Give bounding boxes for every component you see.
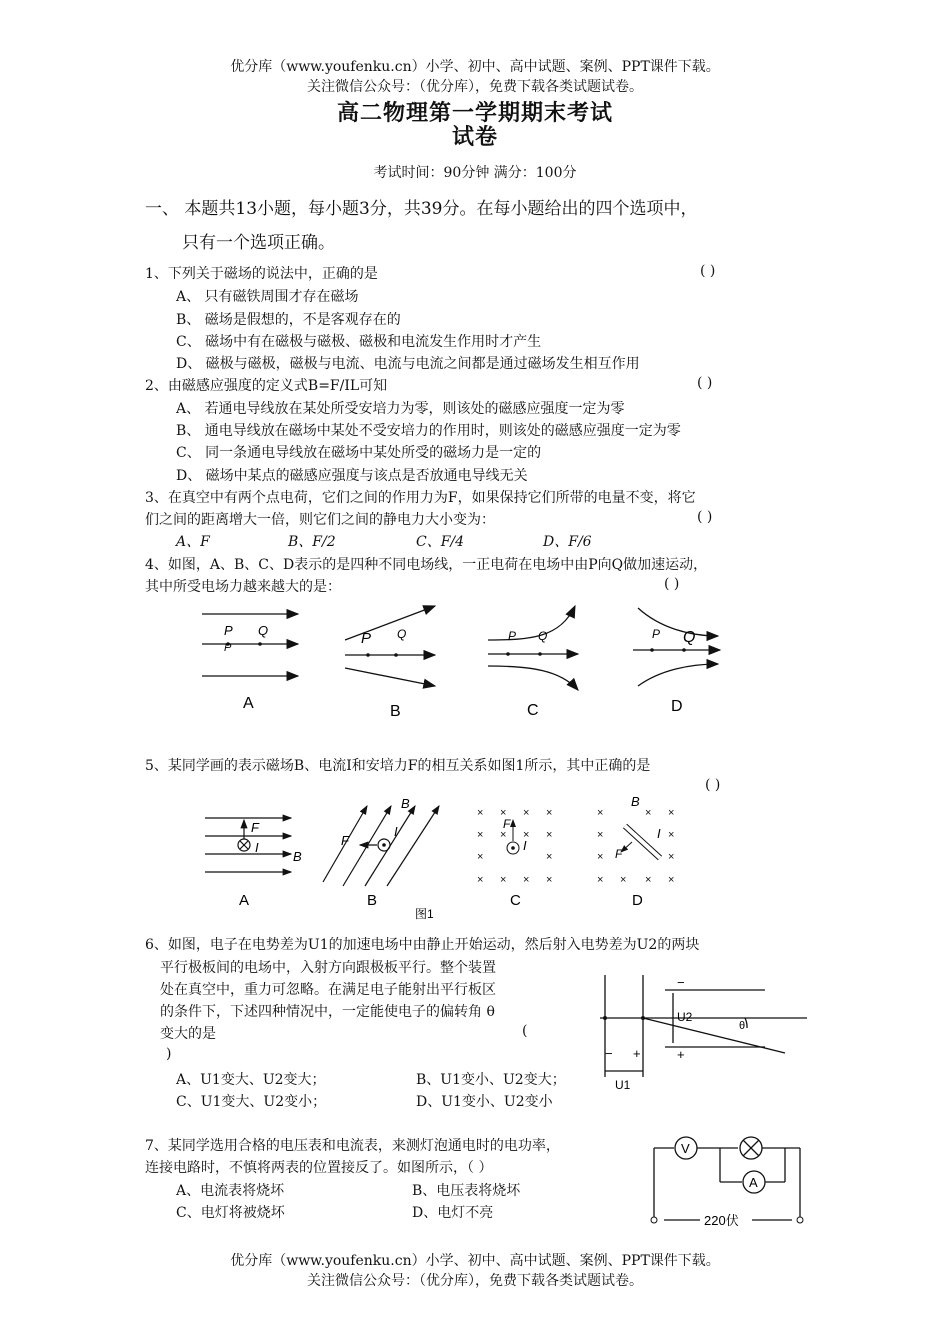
q4-b-p-label: P bbox=[361, 630, 372, 647]
svg-text:×: × bbox=[523, 807, 530, 819]
q6-bottom-plate-sign: + bbox=[677, 1047, 685, 1062]
q3-stem-line-1: 3、在真空中有两个点电荷，它们之间的作用力为F，如果保持它们所带的电量不变，将它 bbox=[145, 490, 696, 506]
q6-electron-deflection-figure bbox=[595, 965, 815, 1095]
q5-a-f-label: F bbox=[251, 820, 259, 835]
svg-text:×: × bbox=[500, 829, 507, 841]
q7-option-a: A、电流表将烧坏 bbox=[176, 1183, 285, 1199]
svg-text:×: × bbox=[546, 874, 553, 886]
q5-b-f-label: F bbox=[341, 833, 349, 848]
q5-a-b-label: B bbox=[293, 849, 302, 864]
header-line-2: 关注微信公众号：（优分库），免费下载各类试题试卷。 bbox=[307, 79, 643, 95]
q4-field-lines-figure bbox=[190, 598, 750, 728]
q5-d-f-label: F bbox=[615, 847, 623, 861]
q4-answer-blank: ( ) bbox=[664, 576, 680, 592]
svg-text:×: × bbox=[477, 851, 484, 863]
svg-text:×: × bbox=[597, 807, 604, 819]
q7-stem-line-1: 7、某同学选用合格的电压表和电流表，来测灯泡通电时的电功率， bbox=[145, 1138, 560, 1154]
q7-voltage-label: 220伏 bbox=[704, 1213, 739, 1228]
q5-diagram-c bbox=[477, 807, 552, 886]
q7-option-d: D、电灯不亮 bbox=[412, 1205, 494, 1221]
q6-top-plate-sign: − bbox=[677, 975, 685, 990]
q3-stem-line-2: 们之间的距离增大一倍，则它们之间的静电力大小变为： bbox=[145, 512, 495, 528]
q5-b-b-label: B bbox=[401, 796, 410, 811]
q4-a-p-label: P bbox=[224, 623, 233, 638]
q7-option-b: B、电压表将烧坏 bbox=[412, 1183, 521, 1199]
svg-text:×: × bbox=[546, 829, 553, 841]
svg-text:×: × bbox=[620, 874, 627, 886]
svg-text:×: × bbox=[477, 829, 484, 841]
q2-option-a: A、 若通电导线放在某处所受安培力为零，则该处的磁感应强度一定为零 bbox=[176, 401, 625, 417]
q1-stem: 1、下列关于磁场的说法中，正确的是 bbox=[145, 266, 378, 282]
svg-text:×: × bbox=[477, 874, 484, 886]
q6-theta-label: θ bbox=[739, 1020, 746, 1032]
q2-option-d: D、 磁场中某点的磁感应强度与该点是否放通电导线无关 bbox=[176, 468, 528, 484]
q1-option-b: B、 磁场是假想的，不是客观存在的 bbox=[176, 312, 401, 328]
q5-b-i-label: I bbox=[394, 824, 398, 839]
svg-text:×: × bbox=[597, 851, 604, 863]
q4-stem-line-2: 其中所受电场力越来越大的是： bbox=[145, 579, 341, 595]
svg-text:×: × bbox=[645, 807, 652, 819]
svg-text:×: × bbox=[546, 807, 553, 819]
svg-text:×: × bbox=[523, 829, 530, 841]
svg-text:×: × bbox=[645, 874, 652, 886]
q6-u1-label: U1 bbox=[615, 1078, 631, 1092]
q6-paren-close: ) bbox=[166, 1046, 172, 1062]
q6-option-d: D、U1变小、U2变小 bbox=[416, 1094, 553, 1110]
q4-a-p-label-2: P bbox=[224, 642, 232, 654]
q7-voltmeter-label: V bbox=[681, 1141, 690, 1156]
q2-option-c: C、 同一条通电导线放在磁场中某处所受的磁场力是一定的 bbox=[176, 445, 542, 461]
q5-label-a: A bbox=[239, 892, 250, 909]
q3-option-b: B、F/2 bbox=[288, 534, 336, 550]
q6-stem-line-1: 6、如图，电子在电势差为U1的加速电场中由静止开始运动，然后射入电势差为U2的两块 bbox=[145, 937, 700, 953]
q6-right-sign: + bbox=[633, 1046, 641, 1061]
q6-stem-line-3: 处在真空中，重力可忽略。在满足电子能射出平行板区 bbox=[160, 982, 496, 998]
q6-paren-open: ( bbox=[522, 1023, 528, 1039]
q5-a-i-label: I bbox=[255, 840, 259, 855]
q4-d-q-label: Q bbox=[683, 629, 696, 646]
q3-option-a: A、F bbox=[176, 534, 210, 550]
q7-ammeter-label: A bbox=[749, 1175, 758, 1190]
svg-text:×: × bbox=[597, 829, 604, 841]
q4-stem-line-1: 4、如图，A、B、C、D表示的是四种不同电场线，一正电荷在电场中由P向Q做加速运动， bbox=[145, 557, 708, 573]
q5-diagram-d bbox=[597, 807, 674, 886]
q4-label-a: A bbox=[243, 695, 254, 712]
svg-text:×: × bbox=[668, 851, 675, 863]
q6-option-b: B、U1变小、U2变大； bbox=[416, 1072, 566, 1088]
q2-answer-blank: ( ) bbox=[697, 375, 713, 391]
q4-label-c: C bbox=[527, 702, 539, 719]
q1-option-d: D、 磁极与磁极，磁极与电流、电流与电流之间都是通过磁场发生相互作用 bbox=[176, 356, 640, 372]
svg-text:×: × bbox=[500, 874, 507, 886]
q4-b-q-label: Q bbox=[397, 627, 407, 641]
q4-d-p-label: P bbox=[652, 627, 661, 641]
q6-stem-line-4: 的条件下，下述四种情况中，一定能使电子的偏转角 θ bbox=[160, 1004, 495, 1020]
q5-stem: 5、某同学画的表示磁场B、电流I和安培力F的相互关系如图1所示，其中正确的是 bbox=[145, 758, 651, 774]
q6-option-c: C、U1变大、U2变小； bbox=[176, 1094, 327, 1110]
svg-text:×: × bbox=[477, 807, 484, 819]
svg-text:×: × bbox=[668, 874, 675, 886]
q4-c-q-label: Q bbox=[538, 629, 548, 643]
q4-label-d: D bbox=[671, 698, 683, 715]
q5-diagram-a bbox=[205, 818, 291, 872]
q4-label-b: B bbox=[390, 703, 401, 720]
exam-info: 考试时间：90分钟 满分：100分 bbox=[373, 165, 577, 181]
q6-option-a: A、U1变大、U2变大； bbox=[176, 1072, 326, 1088]
svg-text:×: × bbox=[668, 807, 675, 819]
footer-line-2: 关注微信公众号：（优分库），免费下载各类试题试卷。 bbox=[307, 1273, 643, 1289]
q4-a-q-label: Q bbox=[258, 623, 269, 638]
q4-diagram-a bbox=[202, 614, 298, 676]
svg-text:×: × bbox=[546, 851, 553, 863]
q5-label-c: C bbox=[510, 892, 521, 909]
q2-stem: 2、由磁感应强度的定义式B=F/IL可知 bbox=[145, 378, 388, 394]
exam-title: 高二物理第一学期期末考试 bbox=[336, 100, 613, 126]
q3-option-d: D、F/6 bbox=[543, 534, 592, 550]
exam-subtitle: 试卷 bbox=[451, 124, 498, 150]
q6-stem-line-2: 平行极板间的电场中，入射方向跟极板平行。整个装置 bbox=[160, 960, 496, 976]
section-1-instructions: 一、 本题共13小题，每小题3分，共39分。在每小题给出的四个选项中， bbox=[145, 199, 698, 219]
section-1-instructions-cont: 只有一个选项正确。 bbox=[182, 233, 335, 253]
footer-line-1: 优分库（www.youfenku.cn）小学、初中、高中试题、案例、PPT课件下载。 bbox=[230, 1253, 720, 1269]
q5-label-b: B bbox=[367, 892, 378, 909]
q5-answer-blank: ( ) bbox=[705, 777, 721, 793]
q7-circuit-figure bbox=[640, 1128, 815, 1233]
q5-c-f-label: F bbox=[503, 817, 511, 831]
q6-stem-line-5: 变大的是 bbox=[160, 1026, 216, 1042]
q1-option-a: A、 只有磁铁周围才存在磁场 bbox=[176, 289, 359, 305]
q2-option-b: B、 通电导线放在磁场中某处不受安培力的作用时，则该处的磁感应强度一定为零 bbox=[176, 423, 681, 439]
q5-d-i-label: I bbox=[657, 826, 661, 841]
q1-option-c: C、 磁场中有在磁极与磁极、磁极和电流发生作用时才产生 bbox=[176, 334, 542, 350]
q7-stem-line-2: 连接电路时，不慎将两表的位置接反了。如图所示，（ ） bbox=[145, 1160, 493, 1176]
svg-text:×: × bbox=[668, 829, 675, 841]
q5-figure-caption: 图1 bbox=[415, 907, 434, 921]
q5-d-b-label: B bbox=[631, 794, 640, 809]
q4-diagram-d bbox=[633, 608, 720, 686]
svg-text:×: × bbox=[597, 874, 604, 886]
q7-option-c: C、电灯将被烧坏 bbox=[176, 1205, 285, 1221]
q3-answer-blank: ( ) bbox=[697, 509, 713, 525]
q4-diagram-b bbox=[345, 606, 435, 686]
q5-label-d: D bbox=[632, 892, 643, 909]
q3-option-c: C、F/4 bbox=[416, 534, 465, 550]
q5-figure-1 bbox=[195, 790, 695, 925]
q6-left-sign: − bbox=[605, 1046, 613, 1061]
svg-text:×: × bbox=[523, 874, 530, 886]
q4-c-p-label: P bbox=[508, 629, 517, 643]
q4-diagram-c bbox=[488, 606, 578, 690]
svg-text:×: × bbox=[500, 807, 507, 819]
q1-answer-blank: ( ) bbox=[700, 263, 716, 279]
header-line-1: 优分库（www.youfenku.cn）小学、初中、高中试题、案例、PPT课件下载。 bbox=[230, 59, 720, 75]
q6-u2-label: U2 bbox=[677, 1010, 693, 1024]
q5-c-i-label: I bbox=[523, 838, 527, 853]
